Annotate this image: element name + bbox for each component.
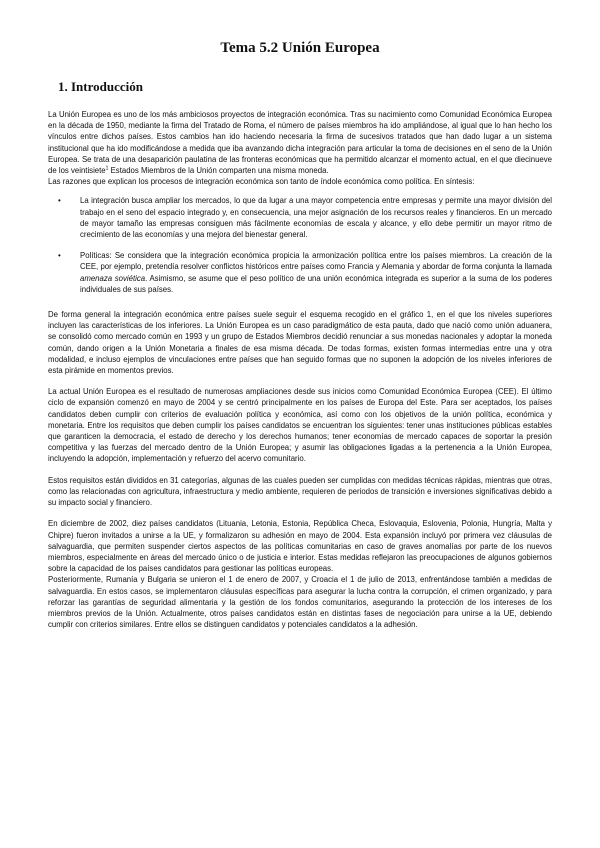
document-title: Tema 5.2 Unión Europea [220, 40, 380, 56]
paragraph-intro [48, 109, 552, 176]
emphasis-text: amenaza soviética [80, 273, 146, 283]
list-item-text-end: . Asimismo, se asume que el peso político de una unión económica integrada es superior a la suma de los poderes individuales de sus países. [80, 273, 552, 294]
list-item-text: Políticas: Se considera que la integración económica propicia la armonización política entre los países miembros. La creación de la CEE, por ejemplo, pretendía resolver conflictos históricos entre países como Francia y Alemania y abordar de forma conjunta la llamada [80, 251, 552, 272]
paragraph-reasons: Las razones que explican los procesos de integración económica son tanto de índole económica como política. En síntesis: [48, 177, 475, 187]
section-heading: 1. Introducción [58, 79, 143, 94]
reasons-list [48, 195, 552, 295]
paragraph-requirements: Estos requisitos están divididos en 31 categorías, algunas de las cuales pueden ser cumplidas con medidas técnicas rápidas, mientras que otras, como las relacionadas con agricultura, infraestructura y medio ambiente, requieren de periodos de transición e inversiones significativas debido a su impacto social y financiero. [48, 475, 552, 508]
footnote-marker[interactable]: 1 [105, 165, 109, 172]
bullet-icon: • [58, 251, 61, 261]
paragraph-intro-text: La Unión Europea es uno de los más ambiciosos proyectos de integración económica. Tras su nacimiento como Comunidad Económica Europea en la década de 1950, mediante la firma del Tratado de Roma, el número de países miembros ha ido ampliándose, al igual que lo han hecho los vínculos entre dichos países. Estos cambios han ido haciendo necesaria la firma de sucesivos tratados que han dado lugar a un sistema institucional que ha ido modificándose a medida que iba avanzando dicha integración para articular la toma de decisiones en el seno de la Unión Europea. Se trata de una desaparición paulatina de las fronteras económicas que ha permitido alcanzar el momento actual, en el que diecinueve de los veintisiete [48, 110, 552, 176]
paragraph-enlargement: La actual Unión Europea es el resultado de numerosas ampliaciones desde sus inicios como Comunidad Económica Europea (CEE). El último ciclo de expansión comenzó en mayo de 2004 y se centró principalmente en los países de Europa del Este. Para ser aceptados, los países candidatos deben cumplir con criterios de evaluación política y económica, así como con los objetivos de la unión política, económica y monetaria. Entre los requisitos que deben cumplir los países candidatos se encuentran los siguientes: tener unas instituciones públicas estables que garanticen la democracia, el estado de derecho y los derechos humanos; tener economías de mercado capaces de soportar la presión competitiva y las fuerzas del mercado dentro de la Unión Europea; y asumir las obligaciones ligadas a la pertenencia a la Unión Europea, incluyendo la adopción, implementación y refuerzo del acervo comunitario. [48, 387, 552, 464]
paragraph-later-accessions: Posteriormente, Rumanía y Bulgaria se unieron el 1 de enero de 2007, y Croacia el 1 de julio de 2013, enfrentándose también a medidas de salvaguardia. En estos casos, se implementaron cláusulas específicas para asegurar la lucha contra la corrupción, el crimen organizado, y para reforzar las garantías de seguridad alimentaria y la gestión de los fondos comunitarios, asegurando la protección de los intereses de los miembros previos de la Unión. Actualmente, otros países candidatos están en distintas fases de negociación para unirse a la UE, debiendo cumplir con criterios similares. Entre ellos se distinguen candidatos y potenciales candidatos a la adhesión. [48, 575, 552, 630]
bullet-icon: • [58, 196, 61, 206]
paragraph-integration-scheme: De forma general la integración económica entre países suele seguir el esquema recogido en el gráfico 1, en el que los niveles superiores incluyen las características de los inferiores. La Unión Europea es un caso paradigmático de esta pauta, dado que nació como unión aduanera, se consolidó como mercado común en 1993 y un grupo de Estados Miembros decidió renunciar a sus monedas nacionales y adoptar la moneda común, dando origen a la Unión Monetaria a finales de esa misma década. De todas formas, existen formas intermedias entre una y otra modalidad, e incluso ejemplos de vinculaciones entre países que han seguido formas que no suponen la adopción de los niveles inferiores de esta pirámide en momentos previos. [48, 310, 552, 376]
list-item [58, 195, 552, 240]
list-item [58, 250, 552, 295]
paragraph-intro-text-end: Estados Miembros de la Unión comparten una misma moneda. [108, 166, 329, 176]
list-item-text: La integración busca ampliar los mercados, lo que da lugar a una mayor competencia entre empresas y permite una mayor división del trabajo en el seno del espacio integrado y, en consecuencia, una mejor asignación de los recursos reales y financieros. En un mercado de mayor tamaño las empresas consiguen más fácilmente economías de escala y alcance, y ello debe permitir un mayor ritmo de crecimiento de las economías y una mejora del bienestar general. [80, 196, 552, 240]
paragraph-2004-accession: En diciembre de 2002, diez países candidatos (Lituania, Letonia, Estonia, República Checa, Eslovaquia, Eslovenia, Polonia, Hungría, Malta y Chipre) fueron invitados a unirse a la UE, y formalizaron su adhesión en mayo de 2004. Esta expansión incluyó por primera vez cláusulas de salvaguardia, que permiten suspender ciertos aspectos de las políticas comunitarias en caso de graves anomalías por parte de los nuevos miembros, especialmente en áreas del mercado único o de justicia e interior. Estas medidas reflejaron las preocupaciones de algunos gobiernos sobre la capacidad de los países candidatos para gestionar las políticas europeas. [48, 519, 552, 574]
